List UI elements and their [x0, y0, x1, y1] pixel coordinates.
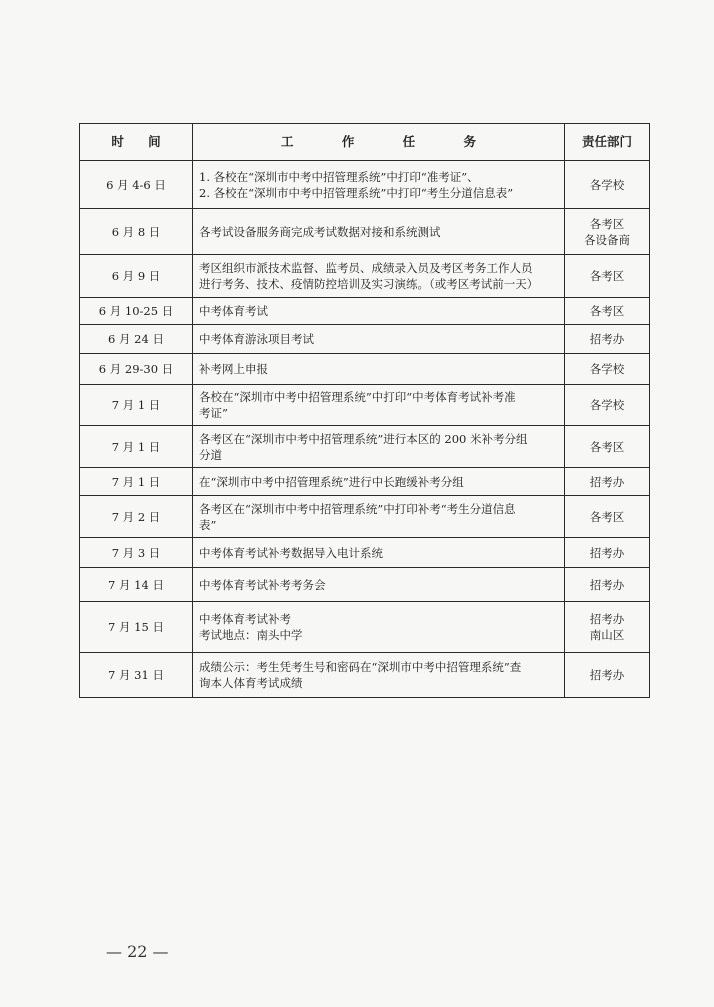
table-row: [80, 298, 650, 325]
task-line: 考证”: [199, 406, 228, 420]
dept-line: 各考区: [589, 439, 625, 454]
task-cell: [193, 354, 565, 385]
time-cell: 7 月 31 日: [80, 653, 193, 698]
task-line: 分道: [199, 447, 222, 462]
dept-cell: [565, 426, 650, 468]
time-cell: 6 月 9 日: [80, 255, 193, 298]
task-cell: [193, 468, 565, 496]
table-row: [80, 538, 650, 568]
dept-cell: [565, 538, 650, 568]
task-line: 在“深圳市中考中招管理系统”进行中长跑缓补考分组: [199, 474, 464, 489]
dept-cell: [565, 298, 650, 325]
dept-cell: [565, 496, 650, 538]
dept-line: 招考办: [589, 577, 625, 592]
time-cell: 6 月 24 日: [80, 325, 193, 354]
dept-cell: [565, 255, 650, 298]
dept-line: 各考区: [589, 269, 625, 283]
time-cell: 7 月 2 日: [80, 496, 193, 538]
dept-cell: [565, 568, 650, 602]
table-row: [80, 496, 650, 538]
task-cell: [193, 568, 565, 602]
task-line: 2. 各校在“深圳市中考中招管理系统”中打印“考生分道信息表”: [199, 185, 514, 200]
dept-cell: [565, 209, 650, 255]
time-cell: 6 月 10-25 日: [80, 298, 193, 325]
time-cell: 6 月 29-30 日: [80, 354, 193, 385]
task-line: 中考体育考试补考: [199, 612, 291, 626]
dept-line: 各设备商: [584, 232, 630, 247]
dept-line: 各学校: [589, 177, 625, 192]
dept-line: 各学校: [589, 398, 625, 412]
time-cell: 6 月 4-6 日: [80, 161, 193, 209]
header-dept: 责任部门: [565, 124, 650, 161]
task-line: 进行考务、技术、疫情防控培训及实习演练。（或考区考试前一天）: [199, 277, 539, 291]
task-line: 各考区在“深圳市中考中招管理系统”中打印补考“考生分道信息: [199, 501, 516, 516]
task-line: 表”: [199, 517, 217, 532]
task-line: 中考体育考试补考考务会: [199, 577, 326, 592]
task-line: 考区组织市派技术监督、监考员、成绩录入员及考区考务工作人员: [199, 261, 533, 275]
table-header-row: [80, 124, 650, 161]
dept-line: 招考办: [589, 332, 625, 346]
task-line: 中考体育考试补考数据导入电计系统: [199, 545, 383, 560]
task-line: 中考体育游泳项目考试: [199, 332, 314, 346]
dept-line: 各考区: [589, 509, 625, 524]
dept-line: 各考区: [589, 216, 625, 231]
time-cell: 7 月 1 日: [80, 468, 193, 496]
dept-line: 南山区: [589, 628, 625, 642]
dept-line: 招考办: [589, 668, 625, 682]
task-cell: [193, 161, 565, 209]
task-cell: [193, 385, 565, 426]
schedule-table: [79, 123, 650, 698]
dept-line: 各考区: [589, 304, 625, 318]
time-cell: 6 月 8 日: [80, 209, 193, 255]
task-cell: [193, 496, 565, 538]
task-cell: [193, 653, 565, 698]
task-cell: [193, 209, 565, 255]
table-row: [80, 209, 650, 255]
task-cell: [193, 538, 565, 568]
dept-cell: [565, 385, 650, 426]
dept-line: 招考办: [589, 545, 625, 560]
time-cell: 7 月 3 日: [80, 538, 193, 568]
dept-cell: [565, 602, 650, 653]
task-line: 考试地点：南头中学: [199, 628, 303, 642]
task-cell: [193, 298, 565, 325]
table-body: [80, 161, 650, 698]
dept-line: 招考办: [589, 612, 625, 626]
time-cell: 7 月 1 日: [80, 426, 193, 468]
table-row: [80, 653, 650, 698]
time-cell: 7 月 1 日: [80, 385, 193, 426]
table-row: [80, 426, 650, 468]
table-row: [80, 325, 650, 354]
task-cell: [193, 426, 565, 468]
task-line: 各考试设备服务商完成考试数据对接和系统测试: [199, 224, 441, 239]
header-time: 时 间: [80, 124, 193, 161]
task-cell: [193, 325, 565, 354]
dept-line: 各学校: [589, 362, 625, 376]
table-row: [80, 255, 650, 298]
dept-cell: [565, 354, 650, 385]
page-number: — 22 —: [106, 942, 169, 961]
task-line: 补考网上申报: [199, 362, 268, 376]
task-cell: [193, 602, 565, 653]
task-line: 各校在“深圳市中考中招管理系统”中打印“中考体育考试补考准: [199, 390, 516, 404]
dept-cell: [565, 468, 650, 496]
task-line: 中考体育考试: [199, 304, 268, 318]
dept-cell: [565, 161, 650, 209]
table-row: [80, 161, 650, 209]
dept-line: 招考办: [589, 474, 625, 489]
table-row: [80, 385, 650, 426]
dept-cell: [565, 325, 650, 354]
table-row: [80, 468, 650, 496]
task-cell: [193, 255, 565, 298]
table-row: [80, 568, 650, 602]
dept-cell: [565, 653, 650, 698]
table-row: [80, 354, 650, 385]
time-cell: 7 月 14 日: [80, 568, 193, 602]
table-row: [80, 602, 650, 653]
task-line: 1. 各校在“深圳市中考中招管理系统”中打印“准考证”、: [199, 169, 479, 184]
header-task: 工 作 任 务: [193, 124, 565, 161]
task-line: 各考区在“深圳市中考中招管理系统”进行本区的 200 米补考分组: [199, 431, 528, 446]
task-line: 成绩公示：考生凭考生号和密码在“深圳市中考中招管理系统”查: [199, 660, 522, 674]
time-cell: 7 月 15 日: [80, 602, 193, 653]
task-line: 询本人体育考试成绩: [199, 676, 303, 690]
